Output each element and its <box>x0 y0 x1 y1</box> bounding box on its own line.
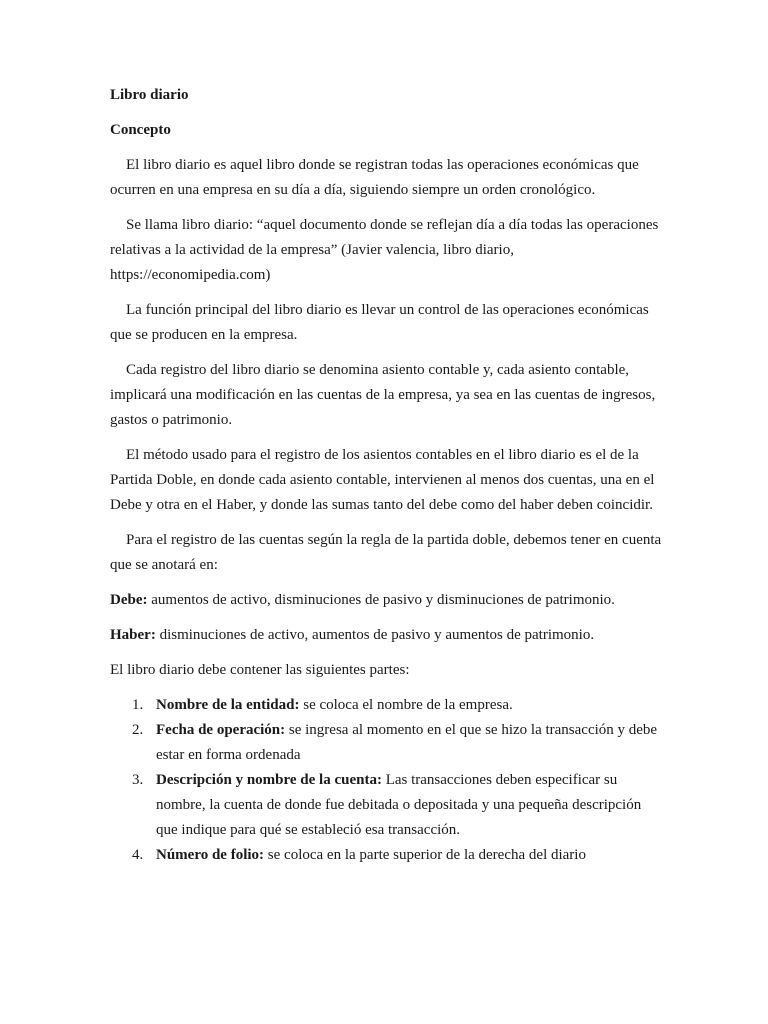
definition-text: aumentos de activo, disminuciones de pasivo y disminuciones de patrimonio. <box>147 592 615 608</box>
paragraph: El método usado para el registro de los asientos contables en el libro diario es el de la Partida Doble, en donde cada asiento contable, intervienen al menos dos cuentas, una en el Debe y otra en el Haber, y donde las sumas tanto del debe como del haber deben coincidir. <box>110 447 655 513</box>
document-title: Libro diario <box>110 87 189 103</box>
list-intro: El libro diario debe contener las siguientes partes: <box>110 662 410 678</box>
definition-debe <box>110 588 662 613</box>
list-item <box>110 693 662 718</box>
document-body <box>110 83 662 868</box>
list-number: 3. <box>132 772 144 788</box>
list-item-label: Descripción y nombre de la cuenta: <box>156 772 382 788</box>
list-number: 1. <box>132 697 144 713</box>
definition-label: Haber: <box>110 627 156 643</box>
paragraph: Para el registro de las cuentas según la regla de la partida doble, debemos tener en cuenta que se anotará en: <box>110 532 662 573</box>
definition-text: disminuciones de activo, aumentos de pasivo y aumentos de patrimonio. <box>155 627 595 643</box>
paragraph: Se llama libro diario: “aquel documento donde se reflejan día a día todas las operaciones relativas a la actividad de la empresa” (Javier valencia, libro diario, https://economipedia.com) <box>110 217 659 283</box>
section-heading-concepto: Concepto <box>110 122 171 138</box>
paragraph: El libro diario es aquel libro donde se registran todas las operaciones económicas que ocurren en una empresa en su día a día, siguiendo siempre un orden cronológico. <box>110 157 639 198</box>
list-item-label: Fecha de operación: <box>156 722 286 738</box>
list-item <box>110 768 662 843</box>
definition-label: Debe: <box>110 592 148 608</box>
list-number: 4. <box>132 847 144 863</box>
parts-list <box>110 693 662 868</box>
definition-haber <box>110 623 662 648</box>
list-item <box>110 718 662 768</box>
list-number: 2. <box>132 722 144 738</box>
list-item-text: se coloca el nombre de la empresa. <box>299 697 513 713</box>
list-item-label: Número de folio: <box>156 847 265 863</box>
list-item <box>110 843 662 868</box>
list-item-text: se ingresa al momento en el que se hizo la transacción y debe estar en forma ordenada <box>156 722 658 763</box>
list-item-text: Las transacciones deben especificar su nombre, la cuenta de donde fue debitada o depositada y una pequeña descripción que indique para qué se estableció esa transacción. <box>156 772 642 838</box>
paragraph: La función principal del libro diario es llevar un control de las operaciones económicas que se producen en la empresa. <box>110 302 649 343</box>
list-item-label: Nombre de la entidad: <box>156 697 300 713</box>
paragraph: Cada registro del libro diario se denomina asiento contable y, cada asiento contable, implicará una modificación en las cuentas de la empresa, ya sea en las cuentas de ingresos, gastos o patrimonio. <box>110 362 656 428</box>
list-item-text: se coloca en la parte superior de la derecha del diario <box>264 847 586 863</box>
